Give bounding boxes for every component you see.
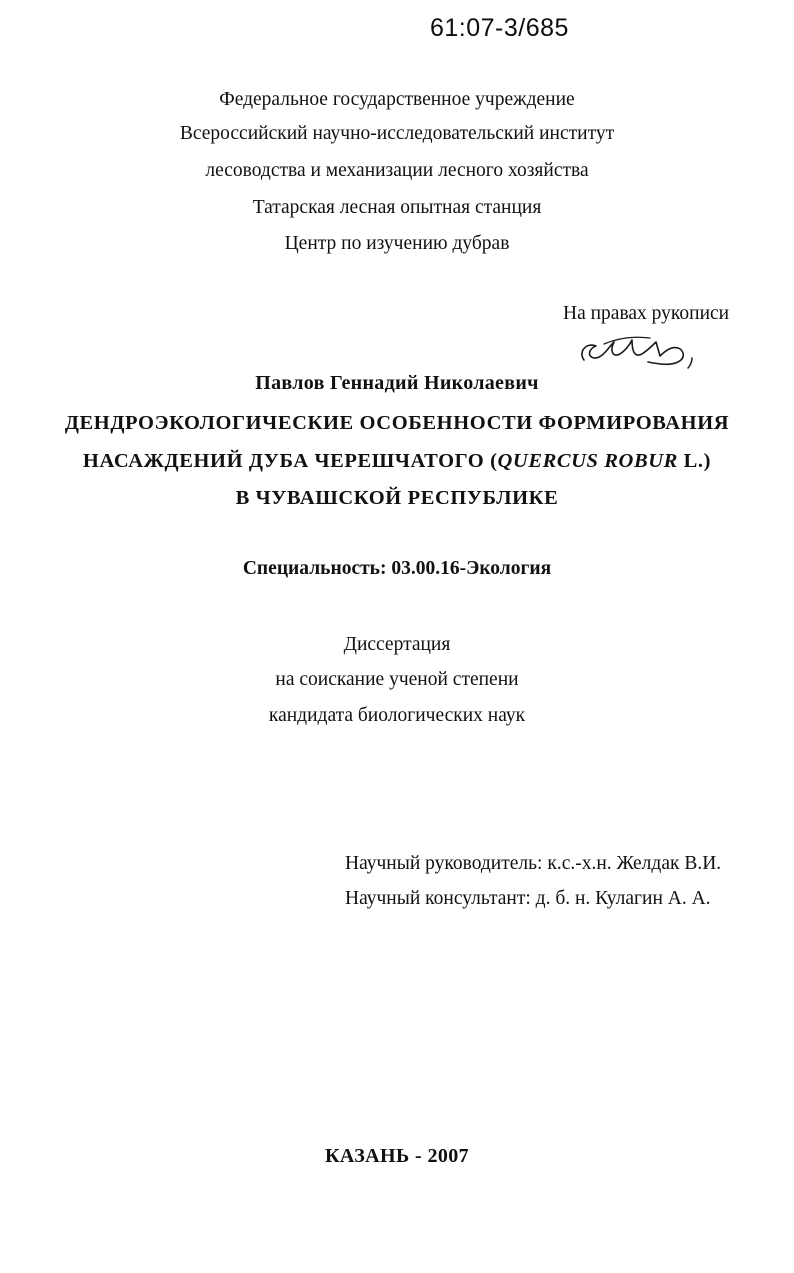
title-line-1: ДЕНДРОЭКОЛОГИЧЕСКИЕ ОСОБЕННОСТИ ФОРМИРОВАНИЯ	[64, 412, 730, 434]
title-line-2	[0, 450, 794, 473]
city-year: КАЗАНЬ - 2007	[324, 1145, 470, 1167]
institution-line: лесоводства и механизации лесного хозяйства	[205, 160, 589, 181]
institution-line: Всероссийский научно-исследовательский институт	[179, 123, 615, 144]
dissertation-line: Диссертация	[343, 634, 451, 655]
dissertation-line: на соискание ученой степени	[275, 669, 519, 690]
author-name: Павлов Геннадий Николаевич	[255, 372, 539, 394]
scientific-consultant: Научный консультант: д. б. н. Кулагин А. А.	[345, 888, 711, 909]
scientific-advisor: Научный руководитель: к.с.-х.н. Желдак В.И.	[345, 853, 722, 874]
latin-species-name: QUERCUS ROBUR	[497, 450, 678, 472]
manuscript-note: На правах рукописи	[563, 303, 730, 324]
title-line-3: В ЧУВАШСКОЙ РЕСПУБЛИКЕ	[235, 487, 559, 509]
signature	[574, 328, 714, 372]
title-line-2-prefix: НАСАЖДЕНИЙ ДУБА ЧЕРЕШЧАТОГО (	[82, 450, 498, 472]
institution-line: Татарская лесная опытная станция	[252, 197, 542, 218]
catalog-code: 61:07-3/685	[430, 14, 569, 42]
institution-line: Центр по изучению дубрав	[284, 233, 510, 254]
institution-line: Федеральное государственное учреждение	[219, 89, 575, 110]
specialty: Специальность: 03.00.16-Экология	[242, 558, 552, 579]
title-line-2-suffix: L.)	[677, 450, 712, 472]
dissertation-line: кандидата биологических наук	[268, 705, 526, 726]
